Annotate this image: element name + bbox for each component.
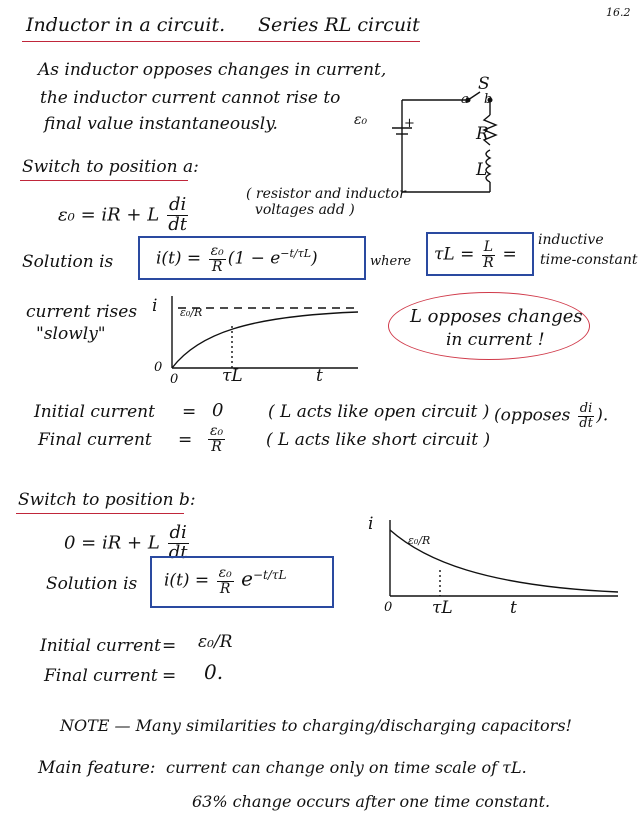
solution-b-formula: i(t) = $\frac{\text{ε₀}}{R}$ $e^{-t/\tau L}$ (164, 565, 287, 597)
section-a-equation: ε₀ = iR + L $\frac{di}{dt}$ (58, 194, 187, 235)
initial-a-value: 0 (212, 400, 224, 421)
section-b-underline (16, 513, 184, 514)
initial-a-eq: = (182, 402, 197, 422)
graph-b-asymptote: ε₀/R (408, 534, 431, 547)
callout-line-2: in current ! (446, 330, 545, 350)
time-constant-desc-2: time-constant (540, 252, 638, 268)
time-constant-formula: τL = $\frac{L}{R}$ = (434, 239, 517, 271)
switch-pos-b: b (484, 92, 493, 107)
note-line-1: NOTE — Many similarities to charging/discharging capacitors! (60, 716, 572, 735)
title-underline (22, 41, 420, 42)
intro-line-2: the inductor current cannot rise to (40, 88, 341, 108)
graph-b-zero: 0 (384, 600, 393, 615)
switch-label: S (478, 74, 490, 94)
final-b-value: 0. (204, 660, 224, 684)
note-line-2: current can change only on time scale of τL. (166, 758, 527, 777)
graph-a-tau: τL (222, 366, 243, 386)
section-a-heading: Switch to position a: (22, 157, 199, 177)
switch-pos-a: a (461, 92, 469, 107)
graph-a-zero-y: 0 (154, 360, 163, 375)
solution-b-label: Solution is (46, 574, 138, 594)
initial-b-eq: = (162, 636, 177, 656)
graph-a-i-axis: i (152, 296, 158, 316)
graph-b-t-axis: t (510, 598, 517, 618)
final-a-label: Final current (38, 430, 152, 450)
page-number: 16.2 (606, 6, 631, 19)
page-subtitle: Series RL circuit (258, 14, 420, 36)
final-b-eq: = (162, 666, 177, 686)
initial-b-value: ε₀/R (198, 632, 233, 652)
rl-circuit-diagram (380, 70, 520, 200)
initial-a-note-2: (opposes $\frac{di}{dt}$ ). (494, 401, 609, 431)
solution-a-formula: i(t) = $\frac{\text{ε₀}}{R}$ $(1 - e^{-t/\tau L})$ (156, 243, 318, 275)
time-constant-desc-1: inductive (538, 232, 604, 248)
solution-a-label: Solution is (22, 252, 114, 272)
initial-b-label: Initial current (40, 636, 161, 656)
section-a-underline (20, 180, 188, 181)
note-main-feature-label: Main feature: (38, 758, 156, 778)
emf-label: ε₀ (354, 112, 368, 128)
final-b-label: Final current (44, 666, 158, 686)
note-line-3: 63% change occurs after one time constant. (192, 792, 551, 811)
final-a-note: ( L acts like short circuit ) (266, 430, 491, 450)
callout-line-1: L opposes changes (410, 306, 583, 327)
graph-a-asymptote: ε₀/R (180, 306, 203, 319)
final-a-eq: = (178, 430, 193, 450)
graph-a-zero-x: 0 (170, 372, 179, 387)
section-b-equation: 0 = iR + L $\frac{di}{dt}$ (64, 522, 188, 563)
graph-a-t-axis: t (316, 366, 323, 386)
intro-line-1: As inductor opposes changes in current, (38, 60, 387, 80)
graph-b-i-axis: i (368, 514, 374, 534)
graph-a-note-1: current rises (26, 302, 138, 322)
final-a-value: $\frac{\text{ε₀}}{R}$ (210, 423, 224, 455)
intro-line-3: final value instantaneously. (44, 114, 278, 134)
battery-plus: + (404, 116, 415, 131)
resistor-label: R (476, 124, 489, 144)
initial-a-label: Initial current (34, 402, 155, 422)
initial-a-note: ( L acts like open circuit ) (268, 402, 490, 422)
where-label: where (370, 254, 412, 269)
section-b-heading: Switch to position b: (18, 490, 196, 510)
equation-note: ( resistor and inductor voltages add ) (246, 186, 406, 218)
graph-b-tau: τL (432, 598, 453, 618)
page-title: Inductor in a circuit. (26, 14, 226, 36)
inductor-label: L (476, 160, 488, 180)
graph-a-note-2: "slowly" (36, 324, 106, 344)
